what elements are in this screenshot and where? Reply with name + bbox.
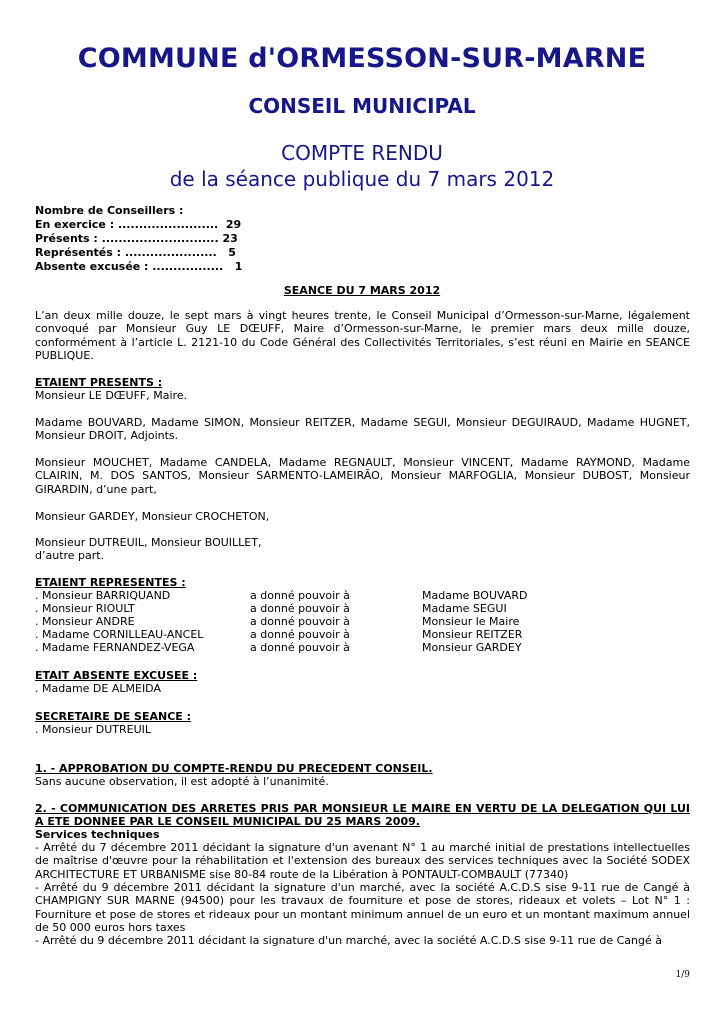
absente-name: . Madame DE ALMEIDA: [35, 682, 161, 695]
representes-row: [35, 628, 690, 641]
represente-to: Monsieur le Maire: [422, 615, 520, 628]
stats-line: Représentés : ...................... 5: [35, 246, 236, 259]
presents-group3-line1: Monsieur DUTREUIL, Monsieur BOUILLET,: [35, 536, 262, 549]
presents-group3-line2: d’autre part.: [35, 549, 105, 562]
representes-row: [35, 615, 690, 628]
commune-title: COMMUNE d'ORMESSON-SUR-MARNE: [77, 43, 647, 74]
representes-row: [35, 641, 690, 654]
represente-name: . Monsieur ANDRE: [35, 615, 135, 628]
represente-name: . Madame CORNILLEAU-ANCEL: [35, 628, 204, 641]
represente-to: Madame BOUVARD: [422, 589, 528, 602]
stats-line: En exercice : ........................ 29: [35, 218, 242, 231]
conseil-title: CONSEIL MUNICIPAL: [248, 94, 476, 118]
presents-maire: Monsieur LE DŒUFF, Maire.: [35, 389, 188, 402]
represente-to: Monsieur REITZER: [422, 628, 523, 641]
section2-subheading: Services techniques: [35, 828, 160, 841]
represente-name: . Monsieur BARRIQUAND: [35, 589, 171, 602]
represente-action: a donné pouvoir à: [250, 628, 350, 641]
secretaire-name: . Monsieur DUTREUIL: [35, 723, 151, 736]
represente-to: Monsieur GARDEY: [422, 641, 522, 654]
presents-group2: Monsieur GARDEY, Monsieur CROCHETON,: [35, 510, 270, 523]
represente-name: . Monsieur RIOULT: [35, 602, 135, 615]
section2-item: - Arrêté du 9 décembre 2011 décidant la signature d'un marché, avec la société A.C.D.S sise 9-11 rue de Cangé à CHAMPIGNY SUR MARNE (94500) pour les travaux de fourniture et pose de stores, rideaux et volets – Lot N° 1 : Fourniture et pose de stores et rideaux pour un montant minimum annuel de un euro et un montant maximum annuel de 50 000 euros hors taxes: [35, 881, 690, 934]
section1-text: Sans aucune observation, il est adopté à l’unanimité.: [35, 775, 329, 788]
section1-heading: 1. - APPROBATION DU COMPTE-RENDU DU PRECEDENT CONSEIL.: [35, 762, 433, 775]
intro-paragraph: L’an deux mille douze, le sept mars à vingt heures trente, le Conseil Municipal d’Ormesson-sur-Marne, légalement convoqué par Monsieur Guy LE DŒUFF, Maire d’Ormesson-sur-Marne, le premier mars deux mille douze, conformément à l’article L. 2121-10 du Code Général des Collectivités Territoriales, s’est réuni en Mairie en SEANCE PUBLIQUE.: [35, 309, 690, 362]
secretaire-heading: SECRETAIRE DE SEANCE :: [35, 710, 192, 723]
seance-date-title: de la séance publique du 7 mars 2012: [169, 167, 555, 191]
represente-action: a donné pouvoir à: [250, 615, 350, 628]
section2-item: - Arrêté du 9 décembre 2011 décidant la signature d'un marché, avec la société A.C.D.S sise 9-11 rue de Cangé à: [35, 934, 662, 947]
representes-heading: ETAIENT REPRESENTES :: [35, 576, 186, 589]
stats-line: Nombre de Conseillers :: [35, 204, 184, 217]
presents-conseillers: Monsieur MOUCHET, Madame CANDELA, Madame REGNAULT, Monsieur VINCENT, Madame RAYMOND, Madame CLAIRIN, M. DOS SANTOS, Monsieur SARMENTO-LAMEIRÃO, Monsieur MARFOGLIA, Monsieur DUBOST, Monsieur GIRARDIN, d’une part,: [35, 456, 690, 496]
conseillers-stats: [35, 204, 242, 274]
represente-action: a donné pouvoir à: [250, 641, 350, 654]
represente-name: . Madame FERNANDEZ-VEGA: [35, 641, 195, 654]
absente-heading: ETAIT ABSENTE EXCUSEE :: [35, 669, 198, 682]
presents-adjoints: Madame BOUVARD, Madame SIMON, Monsieur REITZER, Madame SEGUI, Monsieur DEGUIRAUD, Madame HUGNET, Monsieur DROIT, Adjoints.: [35, 416, 690, 443]
represente-to: Madame SEGUI: [422, 602, 507, 615]
section2-heading: 2. - COMMUNICATION DES ARRETES PRIS PAR MONSIEUR LE MAIRE EN VERTU DE LA DELEGATION QUI LUI A ETE DONNEE PAR LE CONSEIL MUNICIPAL DU 25 MARS 2009.: [35, 802, 690, 829]
stats-line: Absente excusée : ................. 1: [35, 260, 243, 273]
seance-heading: SEANCE DU 7 MARS 2012: [283, 284, 441, 297]
presents-heading: ETAIENT PRESENTS :: [35, 376, 163, 389]
compte-rendu-title: COMPTE RENDU: [281, 141, 443, 165]
page-number: 1/9: [675, 970, 690, 980]
representes-row: [35, 602, 690, 615]
section2-item: - Arrêté du 7 décembre 2011 décidant la signature d'un avenant N° 1 au marché initial de prestations intellectuelles de maîtrise d'œuvre pour la réhabilitation et l'extension des bureaux des services techniques avec la Société SODEX ARCHITECTURE ET URBANISME sise 80-84 route de la Libération à PONTAULT-COMBAULT (77340): [35, 841, 690, 881]
stats-line: Présents : ............................ 23: [35, 232, 238, 245]
represente-action: a donné pouvoir à: [250, 589, 350, 602]
representes-row: [35, 589, 690, 602]
represente-action: a donné pouvoir à: [250, 602, 350, 615]
